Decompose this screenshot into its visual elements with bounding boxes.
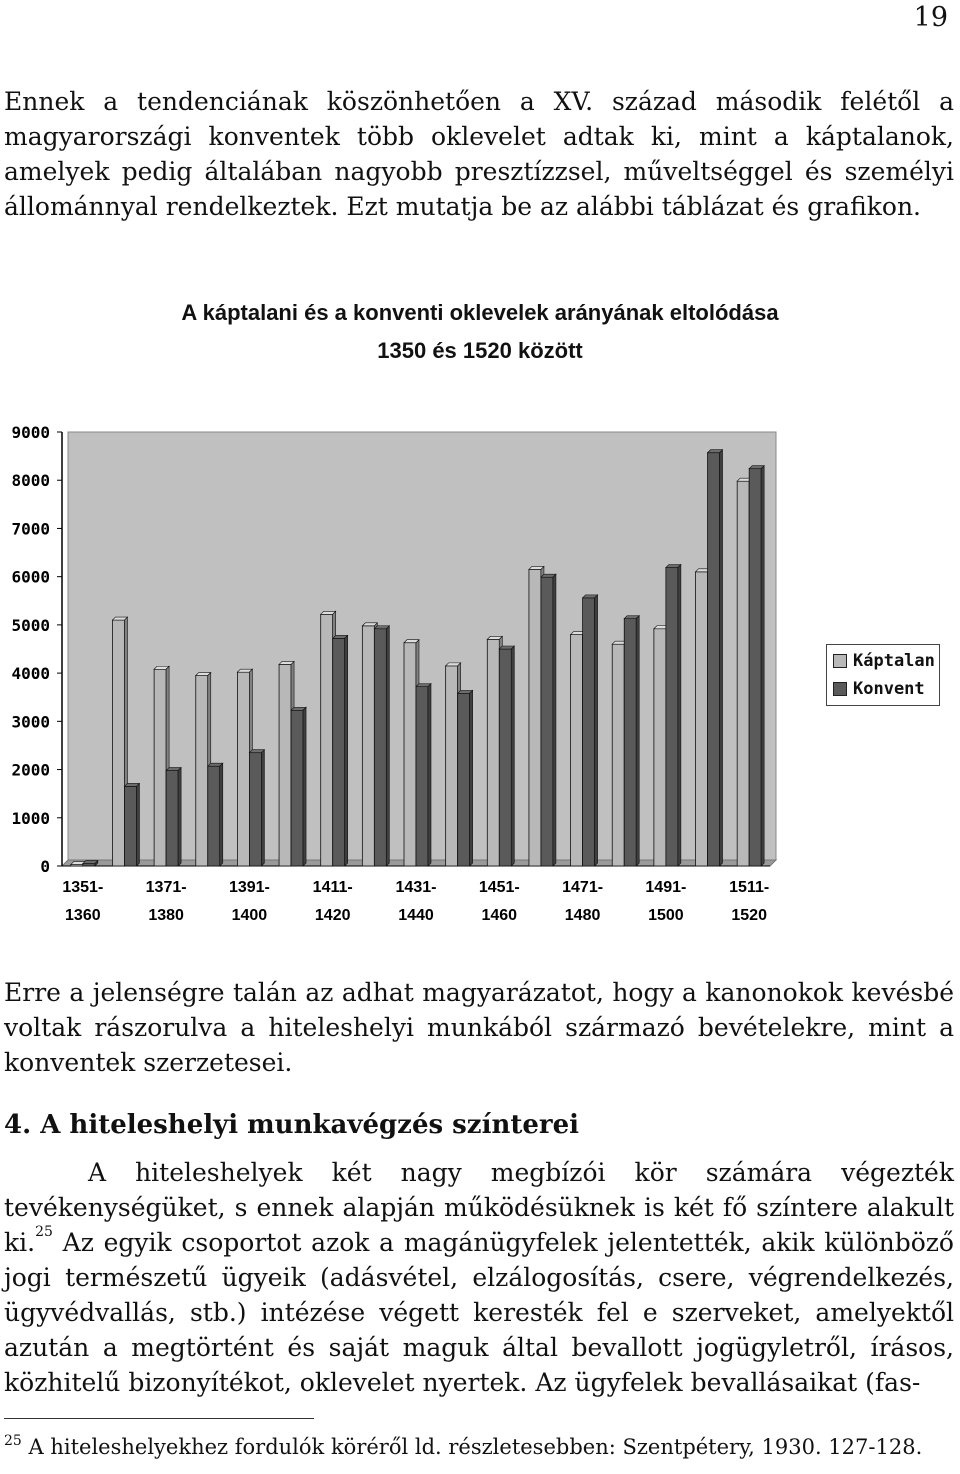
footnote-reference: 25	[35, 1224, 53, 1240]
y-tick-label: 4000	[11, 664, 50, 684]
y-tick-label: 6000	[11, 567, 50, 587]
x-tick-label-start: 1491-	[645, 879, 687, 896]
bar-kaptalan	[404, 643, 416, 866]
bar-chart	[0, 410, 960, 950]
x-tick-label-start: 1391-	[228, 879, 270, 896]
legend-item-konvent	[833, 678, 925, 700]
section-paragraph-text: A hiteleshelyek két nagy megbízói kör számára végezték tevékenységüket, s ennek alapján működésüknek is két fő színtere alakult ki.	[4, 1158, 954, 1257]
bar-side-konvent	[761, 466, 764, 866]
section-heading: 4. A hiteleshelyi munkavégzés színterei	[4, 1110, 580, 1140]
footnote	[4, 1434, 922, 1460]
bar-kaptalan	[696, 572, 708, 866]
x-tick-label-start: 1451-	[478, 879, 520, 896]
page-number: 19	[913, 2, 948, 33]
bar-kaptalan	[529, 569, 541, 866]
legend-label-konvent: Konvent	[853, 679, 925, 699]
bar-konvent	[291, 710, 303, 866]
bar-kaptalan	[654, 629, 666, 866]
x-tick-label-end: 1360	[65, 907, 101, 924]
bar-konvent	[374, 629, 386, 866]
section-paragraph-continued: Az egyik csoportot azok a magánügyfelek jelentették, akik különböző jogi természetű ügyeik (adásvétel, elzálogosítás, csere, végrendelkezés, ügyvédvallás, stb.) intézése végett keresték fel e szerveket, amelyektől azután a megtörtént és saját maguk által bevallott jogügyletről, írásos, közhitelű bizonyítékot, oklevelet nyertek. Az ügyfelek bevallásaikat (fas-	[4, 1228, 954, 1397]
bar-kaptalan	[112, 620, 124, 866]
x-tick-label-start: 1371-	[145, 879, 187, 896]
bar-kaptalan	[321, 614, 333, 866]
x-tick-label-start: 1511-	[729, 879, 770, 896]
y-tick-label: 9000	[11, 423, 50, 442]
chart-legend	[826, 644, 940, 706]
y-tick-label: 7000	[11, 519, 50, 539]
bar-kaptalan	[612, 644, 624, 866]
bar-side-konvent	[303, 707, 306, 866]
x-tick-label-start: 1471-	[562, 879, 604, 896]
x-tick-label-end: 1440	[398, 907, 434, 924]
bar-konvent	[83, 864, 95, 866]
x-tick-label-end: 1500	[648, 907, 684, 924]
explanation-paragraph: Erre a jelenségre talán az adhat magyarázatot, hogy a kanonokok kevésbé voltak rászorulva a hiteleshelyi munkából származó bevételekre, mint a konventek szerzetesei.	[4, 978, 954, 1077]
chart-subtitle: 1350 és 1520 között	[377, 338, 583, 363]
bar-kaptalan	[279, 664, 291, 866]
x-tick-label-end: 1520	[731, 907, 767, 924]
x-tick-label-end: 1380	[148, 907, 184, 924]
x-tick-label-end: 1400	[231, 907, 268, 924]
bar-kaptalan	[362, 626, 374, 866]
y-tick-label: 8000	[11, 471, 50, 491]
bar-side-konvent	[595, 595, 598, 866]
bar-side-konvent	[511, 646, 514, 866]
bar-kaptalan	[196, 676, 208, 866]
bar-side-konvent	[136, 783, 139, 866]
bar-side-konvent	[678, 565, 681, 866]
bar-kaptalan	[571, 635, 583, 866]
footnote-divider	[4, 1418, 314, 1419]
bar-konvent	[499, 649, 511, 866]
bar-konvent	[208, 766, 220, 866]
legend-swatch-kaptalan	[833, 654, 847, 668]
footnote-number: 25	[4, 1433, 22, 1449]
x-tick-label-start: 1431-	[395, 879, 437, 896]
legend-item-kaptalan	[833, 650, 935, 672]
y-tick-label: 1000	[11, 808, 50, 828]
x-tick-label-end: 1480	[564, 907, 601, 924]
bar-side-konvent	[636, 616, 639, 866]
section-paragraph	[4, 1155, 954, 1400]
bar-side-konvent	[553, 574, 556, 866]
x-tick-label-end: 1460	[481, 907, 518, 924]
bar-kaptalan	[237, 672, 249, 866]
y-tick-label: 2000	[11, 760, 50, 780]
bar-konvent	[541, 577, 553, 866]
bar-side-konvent	[470, 690, 473, 866]
y-tick-label: 3000	[11, 712, 50, 732]
legend-label-kaptalan: Káptalan	[853, 651, 935, 671]
footnote-text: A hiteleshelyekhez fordulók köréről ld. részletesebben: Szentpétery, 1930. 127-128.	[28, 1435, 923, 1459]
bar-kaptalan	[154, 669, 166, 866]
legend-swatch-konvent	[833, 682, 847, 696]
bar-side-konvent	[220, 763, 223, 866]
bar-kaptalan	[446, 666, 458, 866]
bar-kaptalan	[487, 639, 499, 866]
x-tick-label-end: 1420	[314, 907, 351, 924]
bar-konvent	[458, 693, 470, 866]
bar-konvent	[708, 453, 720, 866]
y-tick-label: 5000	[11, 615, 50, 635]
bar-konvent	[416, 687, 428, 866]
y-tick-label: 0	[40, 857, 50, 876]
x-tick-label-start: 1411-	[312, 879, 353, 896]
bar-side-konvent	[720, 450, 723, 866]
bar-konvent	[666, 568, 678, 866]
bar-side-konvent	[261, 750, 264, 866]
bar-konvent	[124, 786, 136, 866]
x-tick-label-start: 1351-	[62, 879, 104, 896]
bar-side-konvent	[178, 768, 181, 866]
bar-konvent	[583, 598, 595, 866]
bar-side-konvent	[345, 635, 348, 866]
bar-side-konvent	[386, 626, 389, 866]
bar-side-konvent	[428, 684, 431, 866]
bar-konvent	[166, 771, 178, 866]
bar-konvent	[624, 619, 636, 866]
bar-konvent	[749, 469, 761, 866]
bar-konvent	[333, 638, 345, 866]
chart-title: A káptalani és a konventi oklevelek arányának eltolódása	[181, 300, 779, 325]
bar-kaptalan	[737, 481, 749, 866]
bar-konvent	[249, 753, 261, 866]
intro-paragraph: Ennek a tendenciának köszönhetően a XV. század második felétől a magyarországi konventek több oklevelet adtak ki, mint a káptalanok, amelyek pedig általában nagyobb presztízzsel, műveltséggel és személyi állománnyal rendelkeztek. Ezt mutatja be az alábbi táblázat és grafikon.	[4, 87, 954, 221]
